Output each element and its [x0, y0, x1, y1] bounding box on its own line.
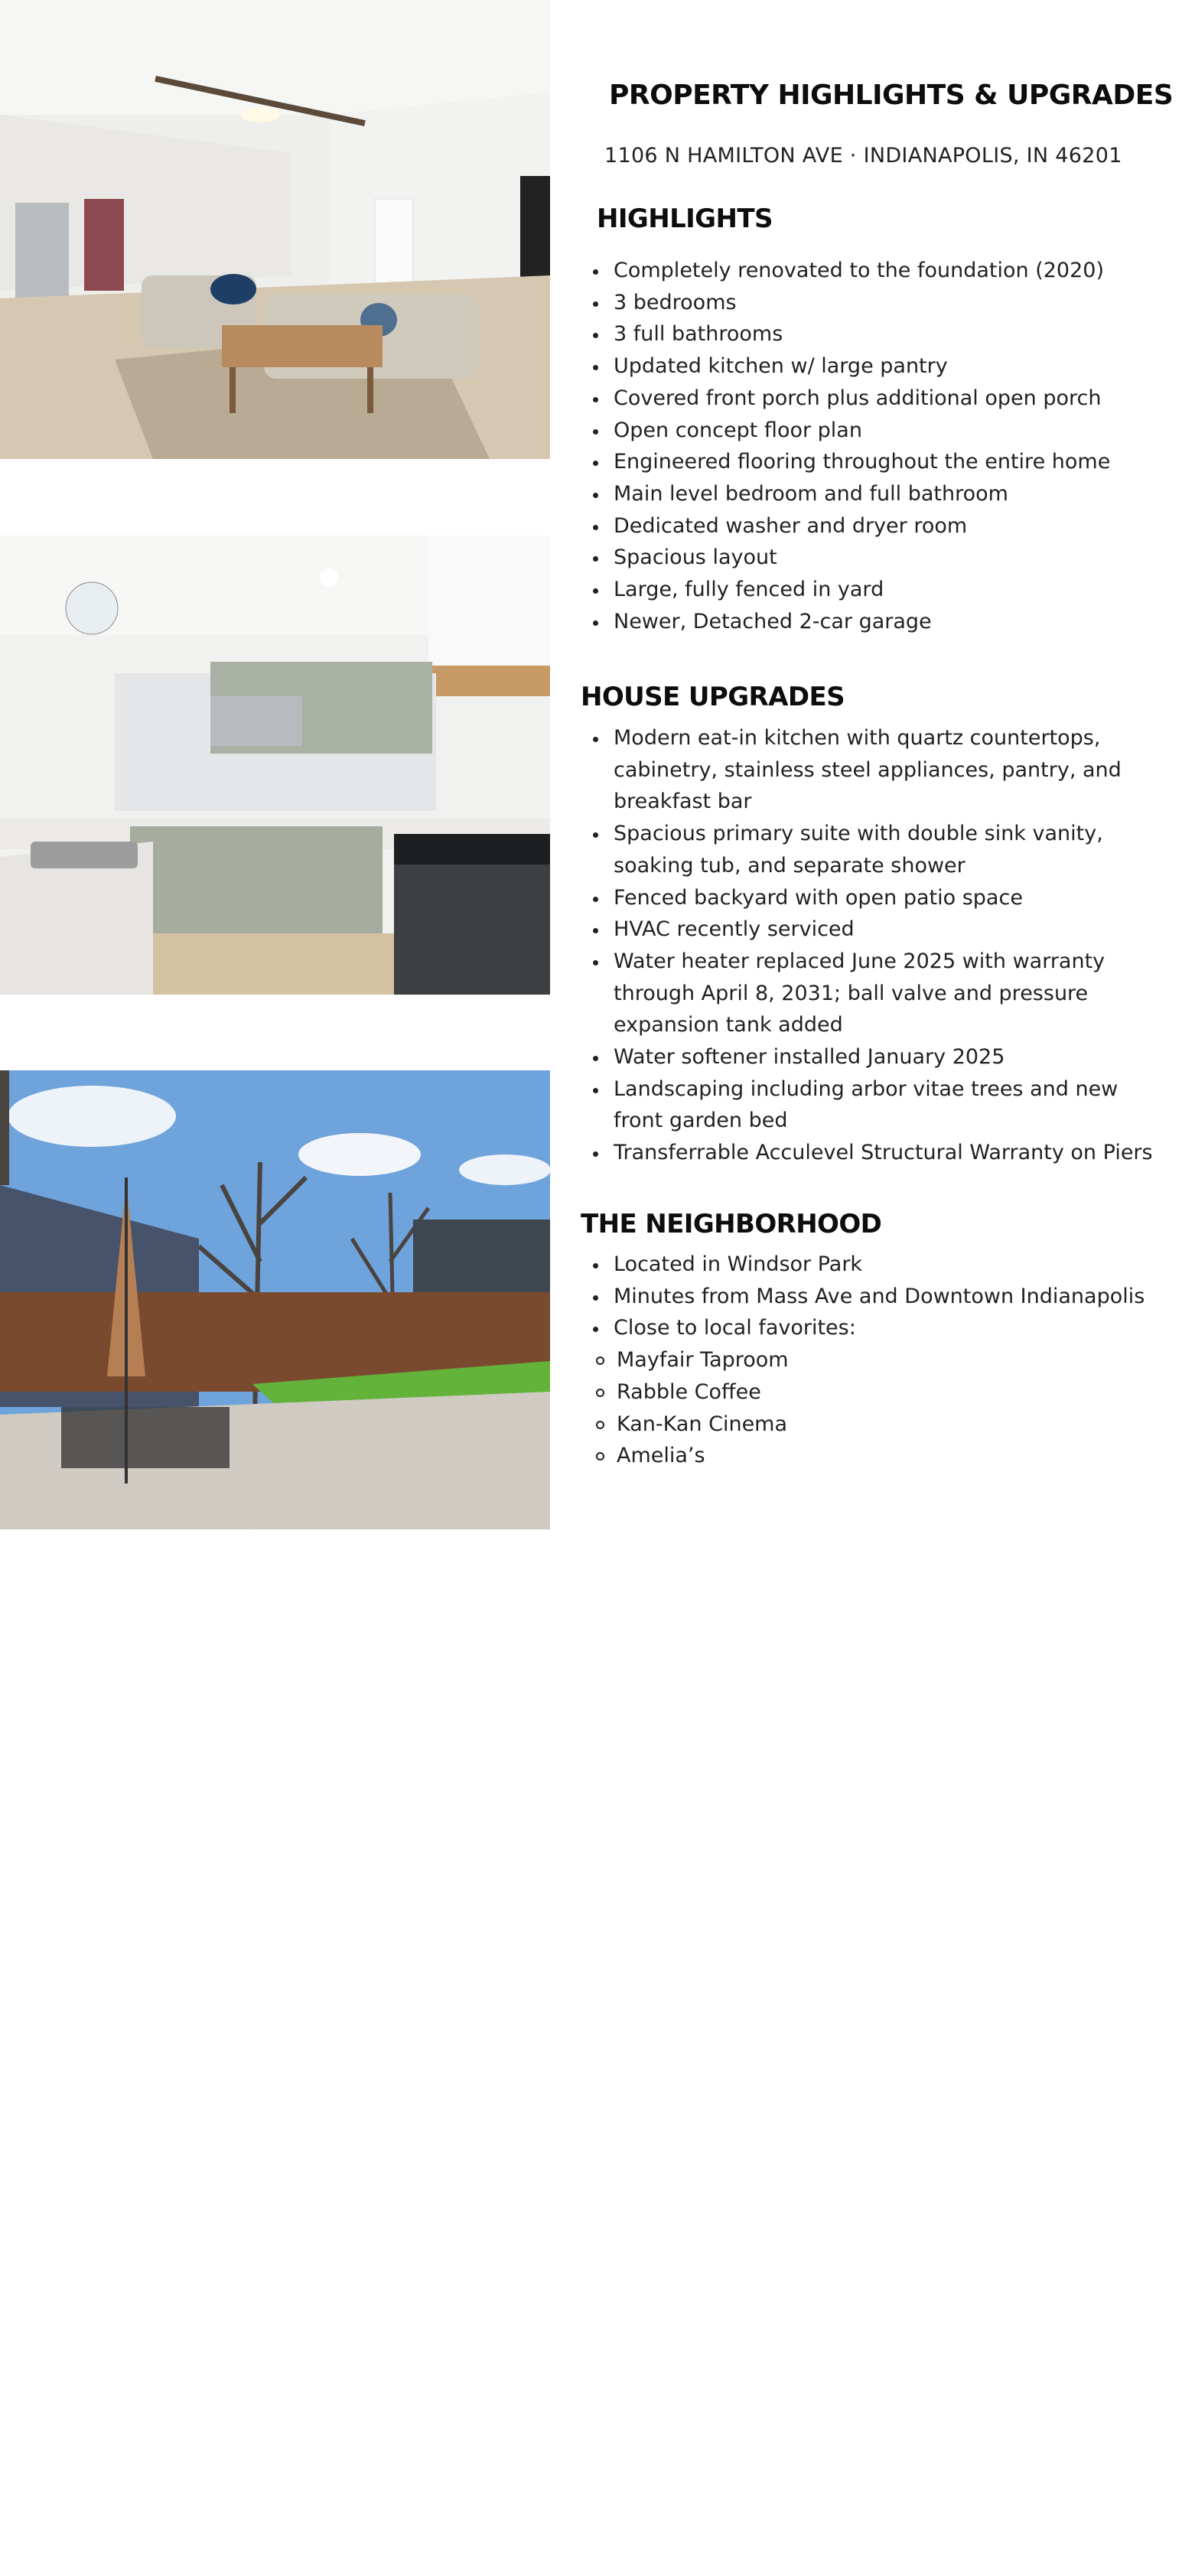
watermark-text: MIBOR | BLC [23, 2559, 118, 2576]
list-item: Water softener installed January 2025 [581, 1041, 1162, 1073]
infinity-logo-icon: ∞ [56, 2524, 85, 2563]
list-item: Water heater replaced June 2025 with warranty through April 8, 2031; ball valve and pressure expansion tank added [581, 946, 1162, 1041]
property-address: 1106 N HAMILTON AVE · INDIANAPOLIS, IN 46201 [604, 144, 1122, 168]
backyard-photo [0, 1070, 550, 2576]
list-item: Main level bedroom and full bathroom [581, 478, 1162, 510]
list-item: Close to local favorites: [581, 1312, 1162, 1344]
kitchen-illustration [0, 536, 550, 995]
list-item: Covered front porch plus additional open porch [581, 383, 1162, 415]
page-title: PROPERTY HIGHLIGHTS & UPGRADES [609, 80, 1174, 111]
upgrades-list [581, 722, 1162, 1169]
neighborhood-list [581, 1249, 1162, 1472]
list-item: Landscaping including arbor vitae trees and new front garden bed [581, 1073, 1162, 1137]
list-item: Spacious primary suite with double sink vanity, soaking tub, and separate shower [581, 818, 1162, 881]
favorite-item: Mayfair Taproom [581, 1344, 1162, 1376]
list-item: Located in Windsor Park [581, 1249, 1162, 1281]
list-item: Completely renovated to the foundation (2020) [581, 255, 1162, 287]
list-item: 3 full bathrooms [581, 318, 1162, 350]
list-item: Open concept floor plan [581, 415, 1162, 447]
favorites-list [581, 1344, 1162, 1472]
list-item: Newer, Detached 2-car garage [581, 606, 1162, 638]
favorite-item: Amelia’s [581, 1440, 1162, 1472]
living-room-photo [0, 0, 550, 459]
list-item: Modern eat-in kitchen with quartz countertops, cabinetry, stainless steel appliances, pantry, and breakfast bar [581, 722, 1162, 818]
list-item: Fenced backyard with open patio space [581, 882, 1162, 914]
highlights-heading: HIGHLIGHTS [597, 204, 773, 234]
list-item: 3 bedrooms [581, 287, 1162, 319]
list-item: Dedicated washer and dryer room [581, 510, 1162, 542]
neighborhood-heading: THE NEIGHBORHOOD [581, 1209, 882, 1239]
favorite-item: Rabble Coffee [581, 1376, 1162, 1408]
list-item: Spacious layout [581, 542, 1162, 574]
list-item: Updated kitchen w/ large pantry [581, 350, 1162, 383]
mibor-watermark [23, 2524, 118, 2576]
list-item: Minutes from Mass Ave and Downtown Indianapolis [581, 1281, 1162, 1313]
list-item: HVAC recently serviced [581, 913, 1162, 946]
living-room-illustration [0, 0, 550, 459]
backyard-illustration [0, 1070, 550, 1529]
upgrades-heading: HOUSE UPGRADES [581, 682, 845, 712]
list-item: Large, fully fenced in yard [581, 574, 1162, 606]
list-item: Transferrable Acculevel Structural Warranty on Piers [581, 1137, 1162, 1169]
list-item: Engineered flooring throughout the entire home [581, 446, 1162, 478]
favorite-item: Kan-Kan Cinema [581, 1408, 1162, 1441]
kitchen-photo [0, 536, 550, 995]
highlights-list [581, 255, 1162, 637]
